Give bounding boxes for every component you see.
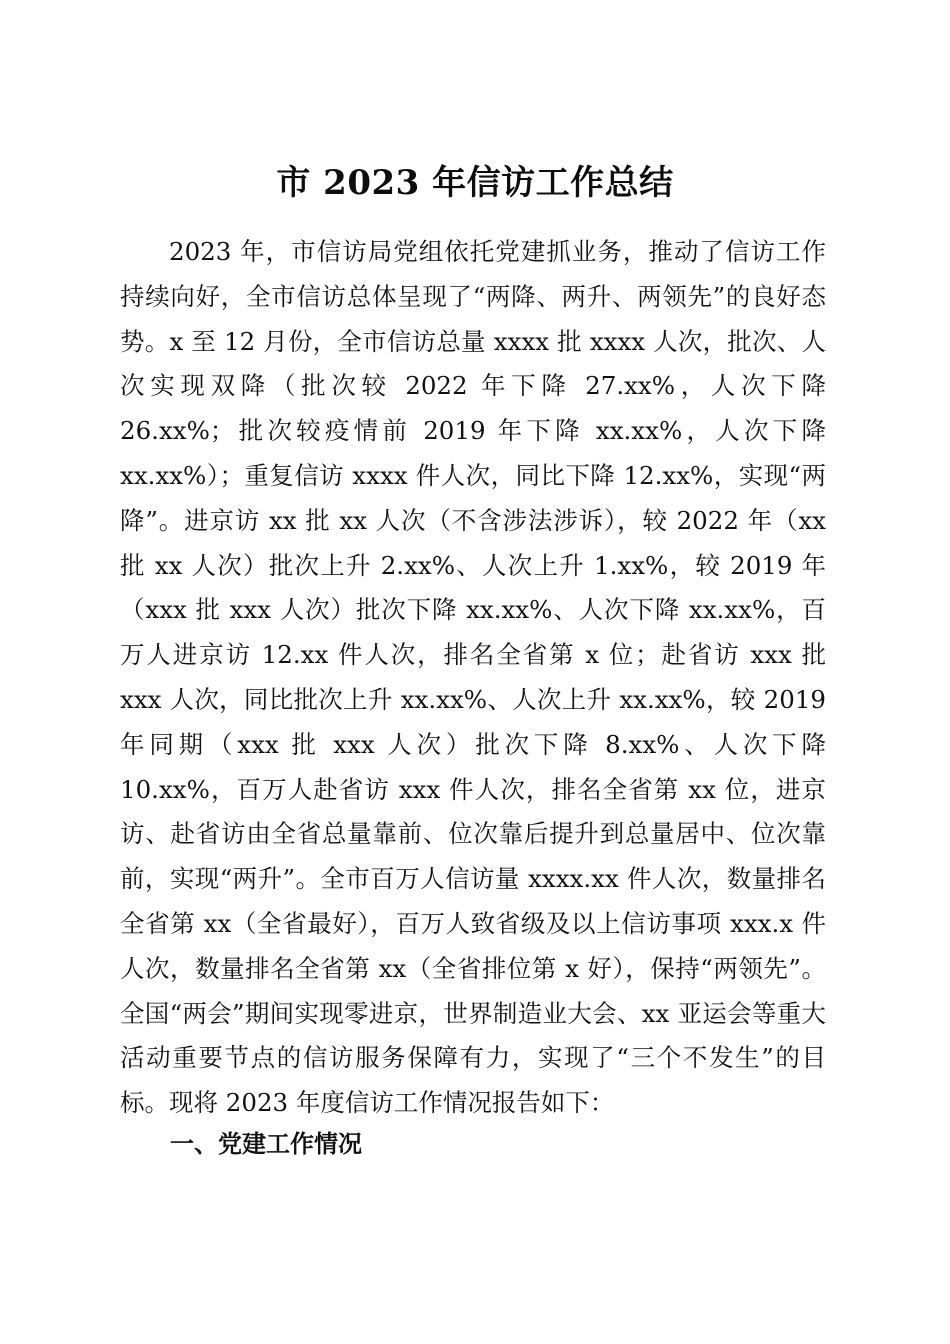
document-title: 市 2023 年信访工作总结 bbox=[276, 162, 674, 203]
section-heading-party-building: 一、党建工作情况 bbox=[170, 1130, 362, 1158]
intro-paragraph: 2023 年，市信访局党组依托党建抓业务，推动了信访工作持续向好，全市信访总体呈现了“两降、两升、两领先”的良好态势。x 至 12 月份，全市信访总量 xxxx 批 xxxx 人次，批次、人次实现双降（批次较 2022 年下降 27.xx%，人次下降 26.xx%；批次较疫情前 2019 年下降 xx.xx%，人次下降 xx.xx%）；重复信访 xxxx 件人次，同比下降 12.xx%，实现“两降”。进京访 xx 批 xx 人次（不含涉法涉诉），较 2022 年（xx 批 xx 人次）批次上升 2.xx%、人次上升 1.xx%，较 2019 年（xxx 批 xxx 人次）批次下降 xx.xx%、人次下降 xx.xx%，百万人进京访 12.xx 件人次，排名全省第 x 位；赴省访 xxx 批 xxx 人次，同比批次上升 xx.xx%、人次上升 xx.xx%，较 2019 年同期（xxx 批 xxx 人次）批次下降 8.xx%、人次下降 10.xx%，百万人赴省访 xxx 件人次，排名全省第 xx 位，进京访、赴省访由全省总量靠前、位次靠后提升到总量居中、位次靠前，实现“两升”。全市百万人信访量 xxxx.xx 件人次，数量排名全省第 xx（全省最好），百万人致省级及以上信访事项 xxx.x 件人次，数量排名全省第 xx（全省排位第 x 好），保持“两领先”。全国“两会”期间实现零进京，世界制造业大会、xx 亚运会等重大活动重要节点的信访服务保障有力，实现了“三个不发生”的目标。现将 2023 年度信访工作情况报告如下： bbox=[120, 237, 826, 1118]
